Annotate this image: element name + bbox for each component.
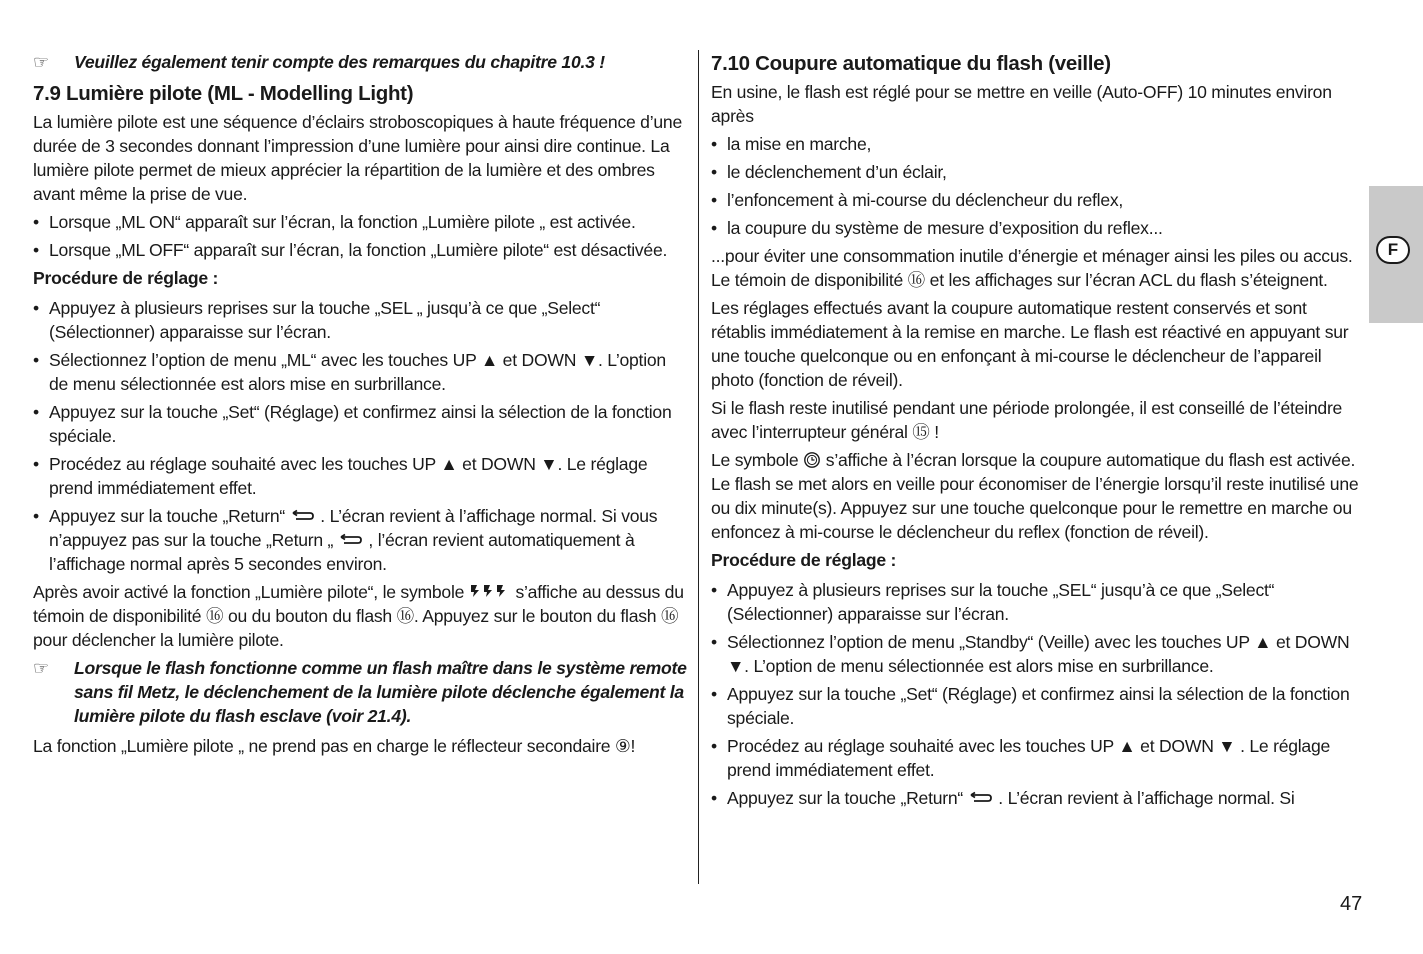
paragraph-settings: Les réglages effectués avant la coupure automatique restent conservés et sont rétablis immédiatement à la remise en marche. Le flash est réactivé en appuyant sur une touche quelconque ou en enfonçant à mi-course le déclencheur de l’appareil photo (fonction de réveil). bbox=[711, 298, 1349, 390]
standby-clock-icon bbox=[803, 451, 821, 469]
list-item: • la coupure du système de mesure d’exposition du reflex... bbox=[711, 216, 1363, 240]
column-divider bbox=[698, 50, 699, 884]
list-item: • Lorsque „ML OFF“ apparaît sur l’écran, la fonction „Lumière pilote“ est désactivée. bbox=[33, 238, 687, 262]
note-chapter-reference bbox=[33, 50, 687, 74]
return-arrow-icon bbox=[290, 509, 316, 523]
list-item: • Procédez au réglage souhaité avec les touches UP ▲ et DOWN ▼. Le réglage prend immédiatement effet. bbox=[33, 452, 687, 500]
list-item: • Lorsque „ML ON“ apparaît sur l’écran, la fonction „Lumière pilote „ est activée. bbox=[33, 210, 687, 234]
list-item: • Procédez au réglage souhaité avec les touches UP ▲ et DOWN ▼ . Le réglage prend immédiatement effet. bbox=[711, 734, 1363, 782]
section-heading-standby: 7.10 Coupure automatique du flash (veille) bbox=[711, 52, 1111, 75]
list-item: • l’enfoncement à mi-course du déclencheur du reflex, bbox=[711, 188, 1363, 212]
note-text: Lorsque le flash fonctionne comme un flash maître dans le système remote sans fil Metz, le déclenchement de la lumière pilote déclenche également la lumière pilote du flash esclave (voir 21.4). bbox=[74, 658, 687, 726]
return-text-c: , l’écran revient automatiquement à l’affichage normal après 5 secondes environ. bbox=[49, 530, 635, 574]
procedure-list bbox=[33, 296, 687, 576]
procedure-heading: Procédure de réglage : bbox=[33, 268, 219, 288]
note-master-flash bbox=[33, 656, 687, 728]
return-text-b: . L’écran revient à l’affichage normal. Si vous n’appuyez pas sur la touche „Return „ bbox=[49, 506, 658, 550]
section-heading-modelling-light: 7.9 Lumière pilote (ML - Modelling Light) bbox=[33, 82, 414, 105]
language-tab-label: F bbox=[1376, 236, 1410, 264]
list-item-return bbox=[33, 504, 687, 576]
paragraph-energy: ...pour éviter une consommation inutile d’énergie et ménager ainsi les piles ou accus. Le témoin de disponibilité ⑯ et les affichages sur l’écran ACL du flash s’éteignent. bbox=[711, 246, 1353, 290]
list-item: • le déclenchement d’un éclair, bbox=[711, 160, 1363, 184]
list-item: • Sélectionnez l’option de menu „Standby“ (Veille) avec les touches UP ▲ et DOWN ▼. L’option de menu sélectionnée est alors mise en surbrillance. bbox=[711, 630, 1363, 678]
procedure-list bbox=[711, 578, 1363, 810]
after-text-a: Après avoir activé la fonction „Lumière pilote“, le symbole bbox=[33, 582, 465, 602]
after-text-b: s’affiche au dessus du témoin de disponibilité ⑯ ou du bouton du flash ⑯. Appuyez sur le bouton du flash ⑯ pour déclencher la lumière pilote. bbox=[33, 582, 684, 650]
right-column bbox=[711, 50, 1363, 814]
pointing-hand-icon: ☞ bbox=[33, 52, 49, 72]
return-text-a: Appuyez sur la touche „Return“ bbox=[49, 506, 286, 526]
symbol-text-a: Le symbole bbox=[711, 450, 799, 470]
left-column bbox=[33, 50, 687, 762]
return-arrow-icon bbox=[968, 791, 994, 805]
after-paragraph bbox=[33, 580, 687, 652]
paragraph-main-switch: Si le flash reste inutilisé pendant une période prolongée, il est conseillé de l’éteindre avec l’interrupteur général ⑮ ! bbox=[711, 398, 1343, 442]
trigger-list bbox=[711, 132, 1363, 240]
list-item: • Appuyez sur la touche „Set“ (Réglage) et confirmez ainsi la sélection de la fonction spéciale. bbox=[33, 400, 687, 448]
state-list bbox=[33, 210, 687, 262]
symbol-text-b: s’affiche à l’écran lorsque la coupure automatique du flash est activée. Le flash se met alors en veille pour économiser de l’énergie lorsqu’il reste inutilisé une ou dix minute(s). Appuyez sur une touche quelconque pour le remettre en marche ou enfoncez à mi-course le déclencheur du reflex (fonction de réveil). bbox=[711, 450, 1359, 542]
return-arrow-icon bbox=[338, 533, 364, 547]
list-item-return bbox=[711, 786, 1363, 810]
list-item: • Appuyez sur la touche „Set“ (Réglage) et confirmez ainsi la sélection de la fonction spéciale. bbox=[711, 682, 1363, 730]
language-tab bbox=[1369, 186, 1423, 323]
paragraph-symbol bbox=[711, 448, 1363, 544]
note-text: Veuillez également tenir compte des remarques du chapitre 10.3 ! bbox=[74, 52, 605, 72]
intro-paragraph: La lumière pilote est une séquence d’éclairs stroboscopiques à haute fréquence d’une durée de 3 secondes donnant l’impression d’une lumière pour ainsi dire continue. La lumière pilote permet de mieux apprécier la répartition de la lumière et des ombres avant même la prise de vue. bbox=[33, 112, 682, 204]
list-item: • la mise en marche, bbox=[711, 132, 1363, 156]
triple-lightning-icon bbox=[469, 583, 511, 599]
procedure-heading: Procédure de réglage : bbox=[711, 550, 897, 570]
list-item: • Sélectionnez l’option de menu „ML“ avec les touches UP ▲ et DOWN ▼. L’option de menu sélectionnée est alors mise en surbrillance. bbox=[33, 348, 687, 396]
return-text-a: Appuyez sur la touche „Return“ bbox=[727, 788, 964, 808]
list-item: • Appuyez à plusieurs reprises sur la touche „SEL „ jusqu’à ce que „Select“ (Sélectionner) apparaisse sur l’écran. bbox=[33, 296, 687, 344]
intro-paragraph: En usine, le flash est réglé pour se mettre en veille (Auto-OFF) 10 minutes environ après bbox=[711, 82, 1332, 126]
pointing-hand-icon: ☞ bbox=[33, 658, 49, 678]
return-text-b: . L’écran revient à l’affichage normal. Si bbox=[998, 788, 1295, 808]
list-item: • Appuyez à plusieurs reprises sur la touche „SEL“ jusqu’à ce que „Select“ (Sélectionner) apparaisse sur l’écran. bbox=[711, 578, 1363, 626]
closing-paragraph: La fonction „Lumière pilote „ ne prend pas en charge le réflecteur secondaire ⑨! bbox=[33, 736, 636, 756]
page-number: 47 bbox=[1340, 893, 1363, 915]
